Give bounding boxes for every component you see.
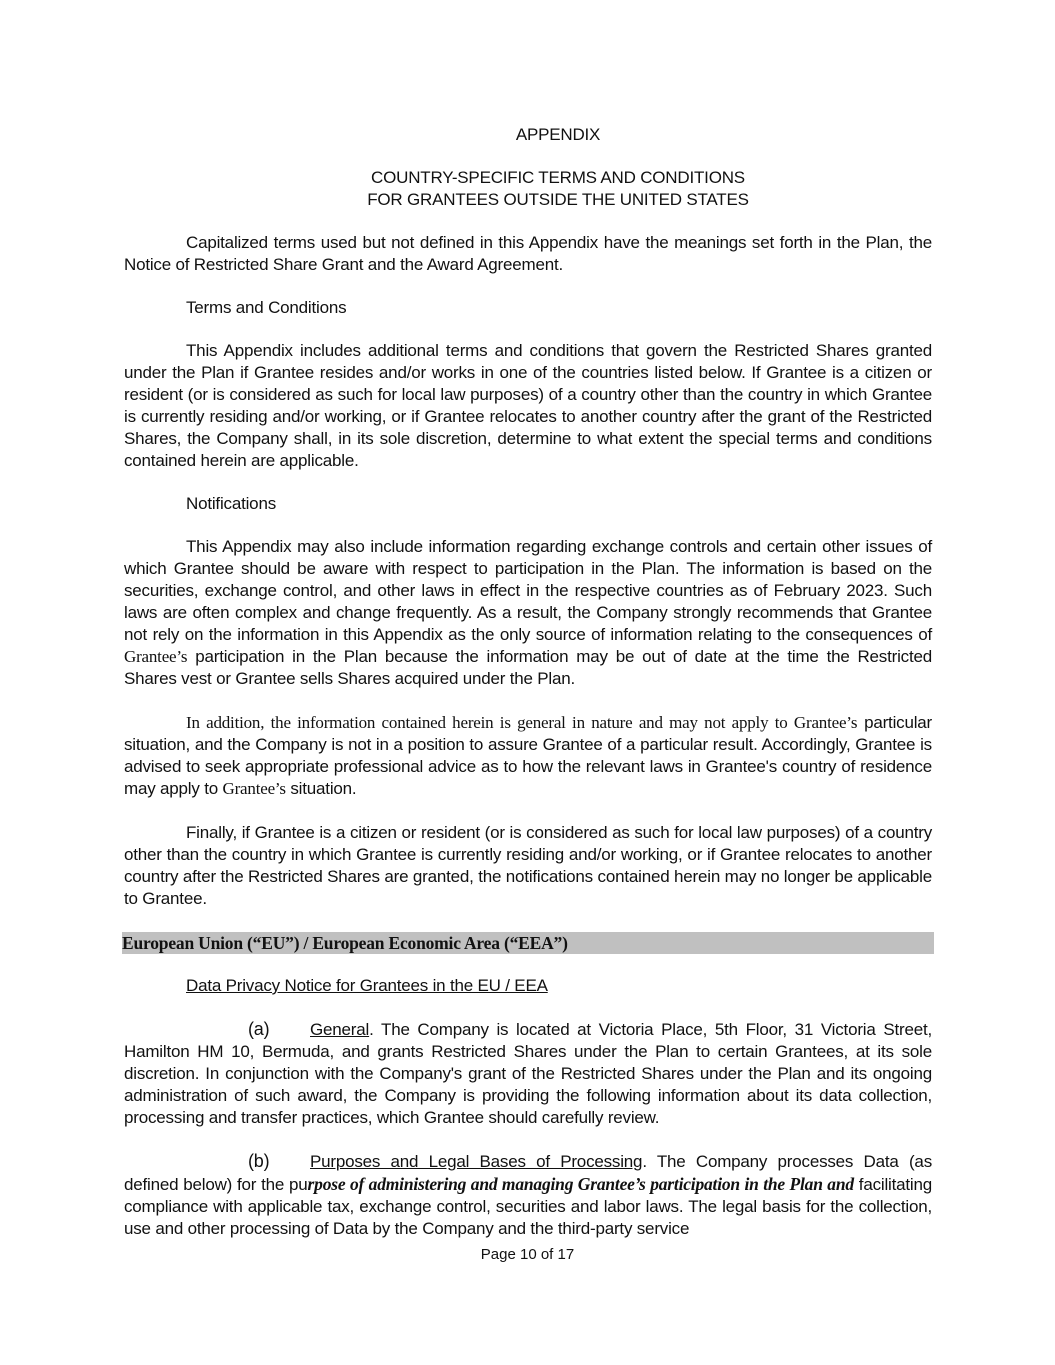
notifications-p2-text-b: situation. bbox=[285, 779, 357, 798]
notifications-p2-serif-2: Grantee’s bbox=[222, 779, 286, 798]
notifications-paragraph-1 bbox=[124, 536, 932, 690]
document-title bbox=[124, 167, 932, 211]
page-content bbox=[124, 124, 932, 1240]
item-a-title: General bbox=[310, 1020, 370, 1039]
item-b-title: Purposes and Legal Bases of Processing bbox=[310, 1152, 643, 1171]
notifications-p2-serif: In addition, the information contained herein is general in nature and may not apply to Grantee’s bbox=[186, 713, 858, 732]
data-privacy-subheading: Data Privacy Notice for Grantees in the EU / EEA bbox=[186, 976, 548, 995]
eu-eea-section-bar: European Union (“EU”) / European Economic Area (“EEA”) bbox=[122, 932, 934, 954]
item-a-paragraph bbox=[124, 1018, 932, 1129]
item-a-label: (a) bbox=[248, 1019, 270, 1039]
notifications-paragraph-2 bbox=[124, 712, 932, 800]
item-b-paragraph bbox=[124, 1150, 932, 1240]
terms-heading: Terms and Conditions bbox=[186, 298, 347, 317]
item-b-text-emphasis: rpose of administering and managing Grantee’s participation in the Plan and bbox=[307, 1174, 854, 1194]
item-b-label: (b) bbox=[248, 1151, 270, 1171]
item-b-text-b: facilitating compliance with applicable tax, exchange control, securities and labor laws. The legal basis for the collection, use and other processing of Data by the Company and the third-party service bbox=[124, 1175, 932, 1238]
notifications-p2-text-a: particular situation, and the Company is not in a position to assure Grantee of a particular result. Accordingly, Grantee is advised to seek appropriate professional advice as to how the relevant laws in Grantee's country of residence may apply to bbox=[124, 713, 932, 798]
item-b-text-a: . The Company processes Data (as defined below) for the pu bbox=[124, 1152, 932, 1194]
appendix-title: APPENDIX bbox=[515, 125, 601, 144]
notifications-p1-text-a: This Appendix may also include information regarding exchange controls and certain other issues of which Grantee should be aware with respect to participation in the Plan. The information is based on the securities, exchange control, and other laws in effect in the respective countries as of February 2023. Such laws are often complex and change frequently. As a result, the Company strongly recommends that Grantee not rely on the information in this Appendix as the only source of information relating to the consequences of bbox=[124, 537, 932, 644]
notifications-paragraph-3: Finally, if Grantee is a citizen or resident (or is considered as such for local law purposes) of a country other than the country in which Grantee is currently residing and/or working, or if Grantee relocates to another country after the Restricted Shares are granted, the notifications contained herein may no longer be applicable to Grantee. bbox=[124, 823, 932, 908]
terms-paragraph: This Appendix includes additional terms and conditions that govern the Restricted Shares granted under the Plan if Grantee resides and/or works in one of the countries listed below. If Grantee is a citizen or resident (or is considered as such for local law purposes) of a country other than the country in which Grantee is currently residing and/or working, or if Grantee relocates to another country after the grant of the Restricted Shares, the Company shall, in its sole discretion, determine to what extent the special terms and conditions contained herein are applicable. bbox=[124, 341, 932, 470]
document-title-line-1: COUNTRY-SPECIFIC TERMS AND CONDITIONS bbox=[371, 168, 745, 187]
notifications-p1-text-b: participation in the Plan because the information may be out of date at the time the Restricted Shares vest or Grantee sells Shares acquired under the Plan. bbox=[124, 647, 932, 688]
notifications-heading: Notifications bbox=[186, 494, 276, 513]
page-number-footer: Page 10 of 17 bbox=[480, 1246, 575, 1263]
notifications-p1-serif: Grantee’s bbox=[124, 647, 188, 666]
intro-paragraph: Capitalized terms used but not defined in this Appendix have the meanings set forth in the Plan, the Notice of Restricted Share Grant and the Award Agreement. bbox=[124, 233, 932, 274]
document-title-line-2: FOR GRANTEES OUTSIDE THE UNITED STATES bbox=[367, 190, 749, 209]
item-a-text: . The Company is located at Victoria Place, 5th Floor, 31 Victoria Street, Hamilton HM 10, Bermuda, and grants Restricted Shares under the Plan to certain Grantees, at its sole discretion. In conjunction with the Company's grant of the Restricted Shares under the Plan and its ongoing administration of such award, the Company is providing the following information about its data collection, processing and transfer practices, which Grantee should carefully review. bbox=[124, 1020, 932, 1127]
